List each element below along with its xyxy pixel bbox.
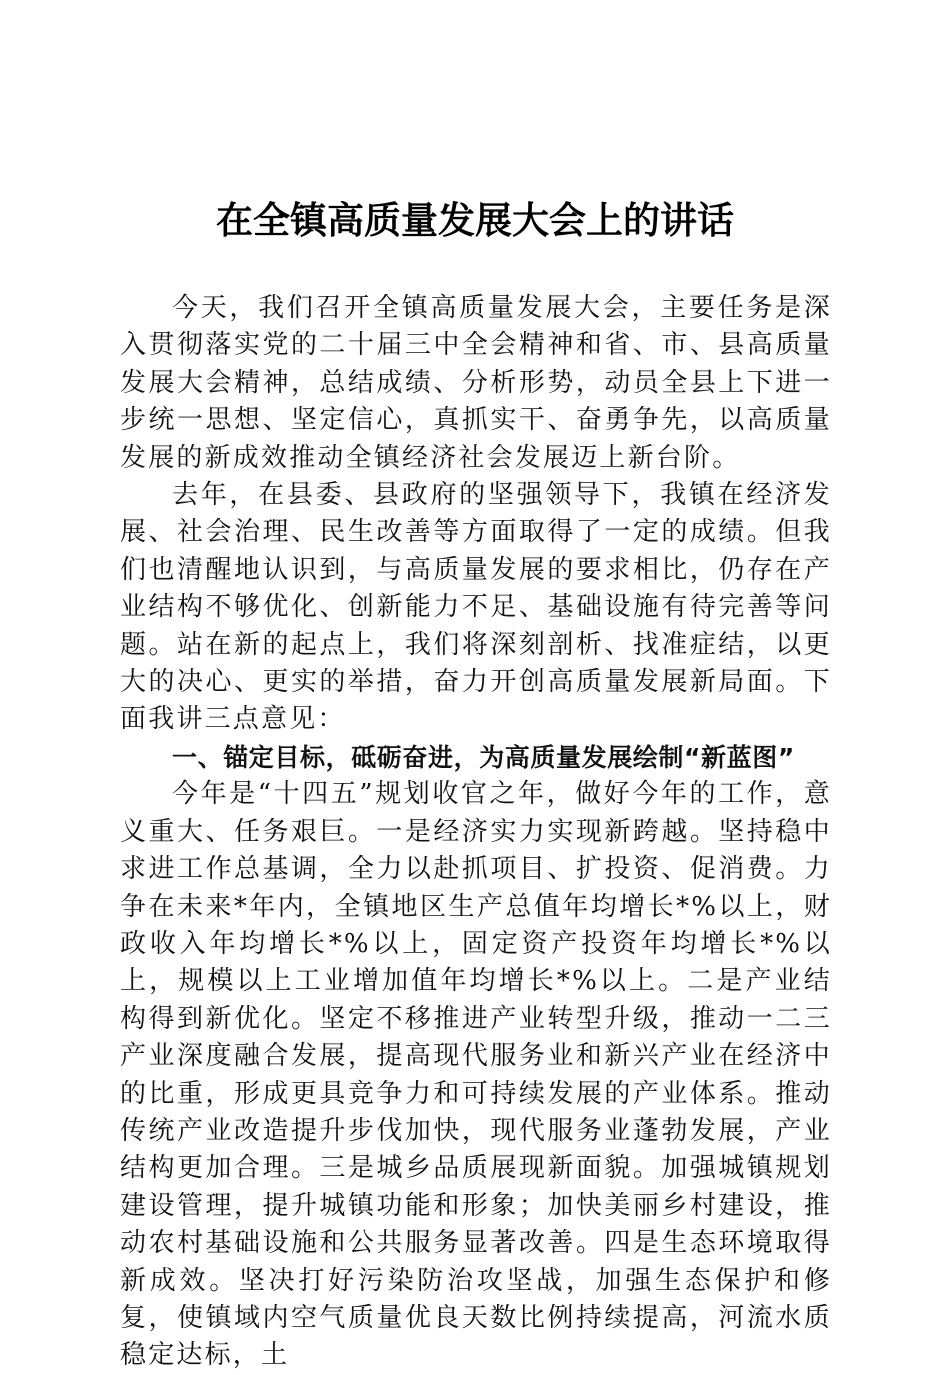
paragraph-review: 去年，在县委、县政府的坚强领导下，我镇在经济发展、社会治理、民生改善等方面取得了一定的成绩。但我们也清醒地认识到，与高质量发展的要求相比，仍存在产业结构不够优化、创新能力不足、基础设施有待完善等问题。站在新的起点上，我们将深刻剖析、找准症结，以更大的决心、更实的举措，奋力开创高质量发展新局面。下面我讲三点意见： [120,480,832,735]
section-heading-1: 一、锚定目标，砥砺奋进，为高质量发展绘制“新蓝图” [172,742,795,772]
document-body [120,290,832,1375]
document-title: 在全镇高质量发展大会上的讲话 [216,198,734,242]
paragraph-intro: 今天，我们召开全镇高质量发展大会，主要任务是深入贯彻落实党的二十届三中全会精神和省、市、县高质量发展大会精神，总结成绩、分析形势，动员全县上下进一步统一思想、坚定信心，真抓实干、奋勇争先，以高质量发展的新成效推动全镇经济社会发展迈上新台阶。 [120,293,832,473]
paragraph-section-1: 今年是“十四五”规划收官之年，做好今年的工作，意义重大、任务艰巨。一是经济实力实现新跨越。坚持稳中求进工作总基调，全力以赴抓项目、扩投资、促消费。力争在未来*年内，全镇地区生产总值年均增长*%以上，财政收入年均增长*%以上，固定资产投资年均增长*%以上，规模以上工业增加值年均增长*%以上。二是产业结构得到新优化。坚定不移推进产业转型升级，推动一二三产业深度融合发展，提高现代服务业和新兴产业在经济中的比重，形成更具竞争力和可持续发展的产业体系。推动传统产业改造提升步伐加快，现代服务业蓬勃发展，产业结构更加合理。三是城乡品质展现新面貌。加强城镇规划建设管理，提升城镇功能和形象；加快美丽乡村建设，推动农村基础设施和公共服务显著改善。四是生态环境取得新成效。坚决打好污染防治攻坚战，加强生态保护和修复，使镇域内空气质量优良天数比例持续提高，河流水质稳定达标，土 [120,779,832,1371]
